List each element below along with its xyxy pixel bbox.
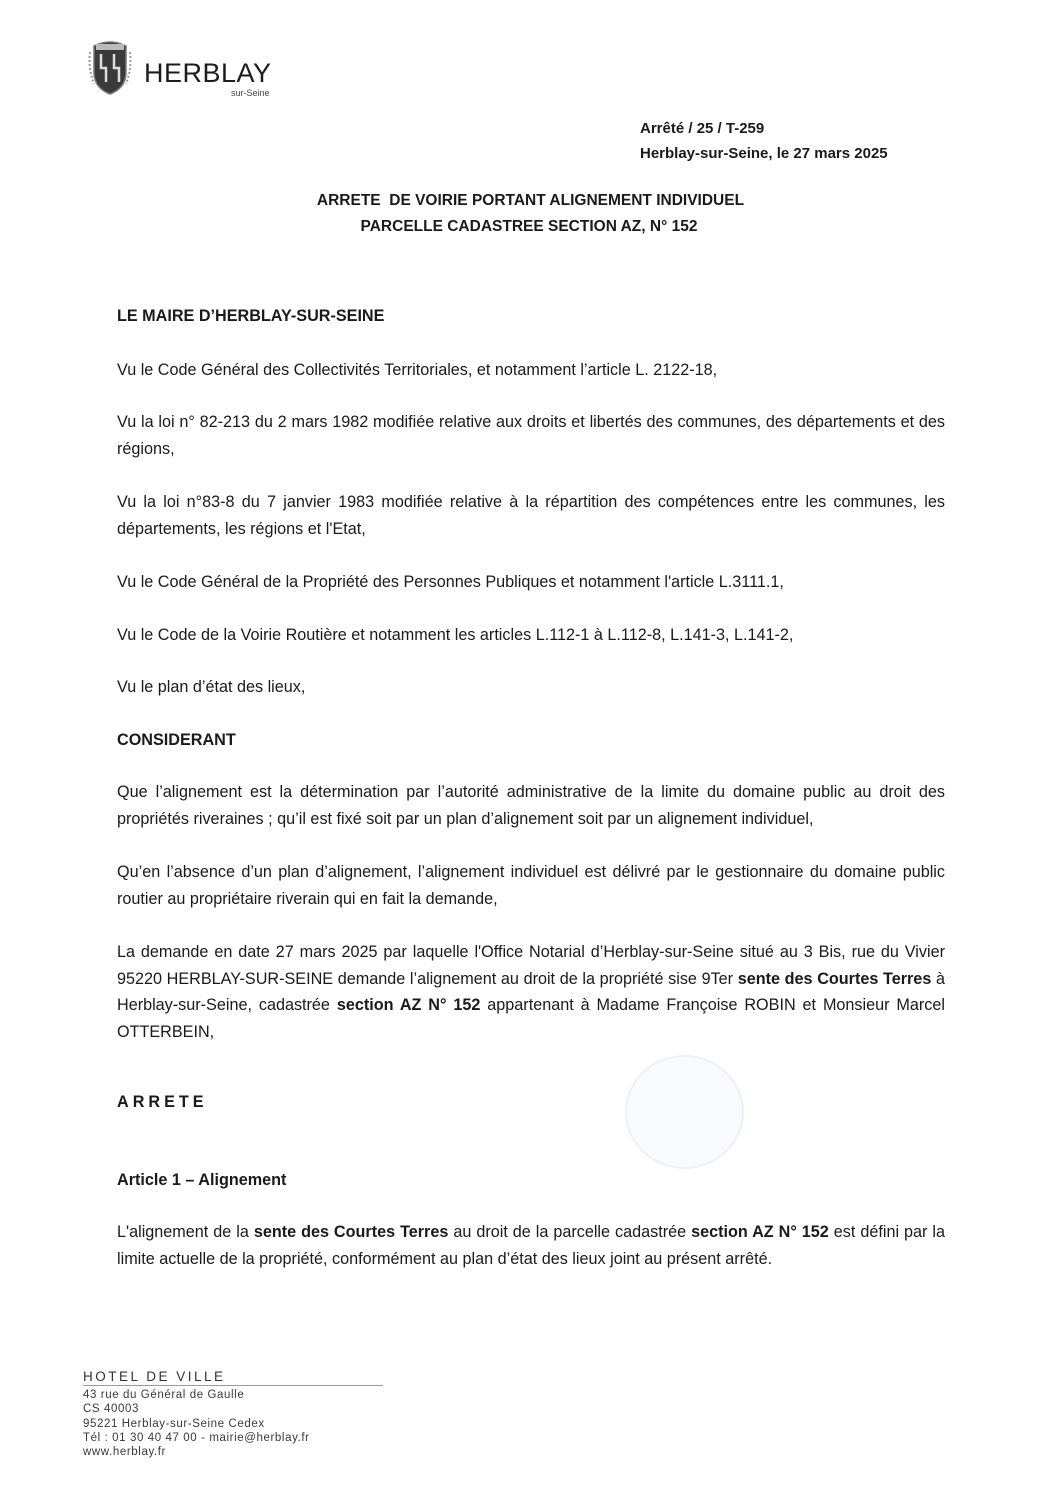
parcel-reference: section AZ N° 152 bbox=[691, 1223, 829, 1241]
footer-divider bbox=[83, 1385, 383, 1386]
request-text: appartenant à Madame Françoise ROBIN et Monsieur Marcel OTTERBEIN, bbox=[117, 996, 945, 1041]
brand-name: HERBLAY bbox=[144, 58, 272, 88]
reference-block bbox=[640, 116, 888, 166]
visa-item: Vu le Code Général de la Propriété des Personnes Publiques et notamment l'article L.3111.1, bbox=[117, 573, 784, 591]
considerant-item: Qu’en l’absence d’un plan d’alignement, l’alignement individuel est délivré par le gestionnaire du domaine public routier au propriétaire riverain qui en fait la demande, bbox=[117, 863, 945, 908]
request-text: à Herblay-sur-Seine, cadastrée bbox=[117, 969, 945, 1014]
faint-stamp bbox=[625, 1055, 744, 1169]
footer-address bbox=[83, 1370, 383, 1459]
visa-item: Vu le Code de la Voirie Routière et notamment les articles L.112-1 à L.112-8, L.141-3, L.141-2, bbox=[117, 625, 794, 644]
footer-website: www.herblay.fr bbox=[83, 1446, 166, 1459]
footer-address-line: 43 rue du Général de Gaulle bbox=[83, 1389, 245, 1402]
visa-item: Vu la loi n°83-8 du 7 janvier 1983 modifiée relative à la répartition des compétences entre les communes, les départements, les régions et l'Etat, bbox=[117, 493, 945, 538]
request-paragraph bbox=[117, 939, 945, 1045]
brand-subtitle: sur-Seine bbox=[231, 88, 270, 98]
title-line-2: PARCELLE CADASTREE SECTION AZ, N° 152 bbox=[360, 218, 698, 235]
considerant-item: Que l’alignement est la détermination par l’autorité administrative de la limite du domaine public au droit des propriétés riveraines ; qu’il est fixé soit par un plan d’alignement soit par un alignement individuel, bbox=[117, 783, 945, 828]
parcel-reference: section AZ N° 152 bbox=[336, 996, 481, 1014]
footer-title: HOTEL DE VILLE bbox=[83, 1369, 226, 1384]
request-text: La demande en date 27 mars 2025 par laquelle l'Office Notarial d’Herblay-sur-Seine situé au 3 Bis, rue du Vivier 95220 HERBLAY-SUR-SEINE demande l’alignement au droit de la propriété sise 9Ter bbox=[117, 943, 945, 988]
considerant-heading: CONSIDERANT bbox=[117, 730, 236, 749]
visa-item: Vu le plan d’état des lieux, bbox=[117, 678, 306, 696]
visa-item: Vu la loi n° 82-213 du 2 mars 1982 modifiée relative aux droits et libertés des communes, des départements et des régions, bbox=[117, 413, 945, 458]
article-text: L'alignement de la bbox=[117, 1223, 254, 1241]
herblay-logo bbox=[88, 38, 272, 96]
article-1-heading: Article 1 – Alignement bbox=[117, 1170, 287, 1189]
article-1-text bbox=[117, 1219, 945, 1272]
decree-reference: Arrêté / 25 / T-259 bbox=[640, 120, 765, 137]
document-title bbox=[0, 188, 1058, 240]
footer-address-line: CS 40003 bbox=[83, 1403, 139, 1416]
footer-contact: Tél : 01 30 40 47 00 - mairie@herblay.fr bbox=[83, 1431, 310, 1444]
article-text: est défini par la limite actuelle de la propriété, conformément au plan d’état des lieux joint au présent arrêté. bbox=[117, 1223, 945, 1268]
visa-item: Vu le Code Général des Collectivités Territoriales, et notamment l’article L. 2122-18, bbox=[117, 360, 718, 379]
herblay-crest-icon bbox=[88, 38, 132, 96]
title-line-1: ARRETE DE VOIRIE PORTANT ALIGNEMENT INDIVIDUEL bbox=[316, 192, 745, 209]
document-body bbox=[117, 303, 945, 1272]
authority-heading: LE MAIRE D’HERBLAY-SUR-SEINE bbox=[117, 307, 385, 325]
street-name: sente des Courtes Terres bbox=[253, 1223, 449, 1241]
article-text: au droit de la parcelle cadastrée bbox=[448, 1223, 692, 1241]
footer-address-line: 95221 Herblay-sur-Seine Cedex bbox=[83, 1417, 265, 1430]
place-date: Herblay-sur-Seine, le 27 mars 2025 bbox=[640, 145, 888, 162]
arrete-heading: ARRETE bbox=[117, 1093, 208, 1111]
street-name: sente des Courtes Terres bbox=[737, 969, 932, 988]
